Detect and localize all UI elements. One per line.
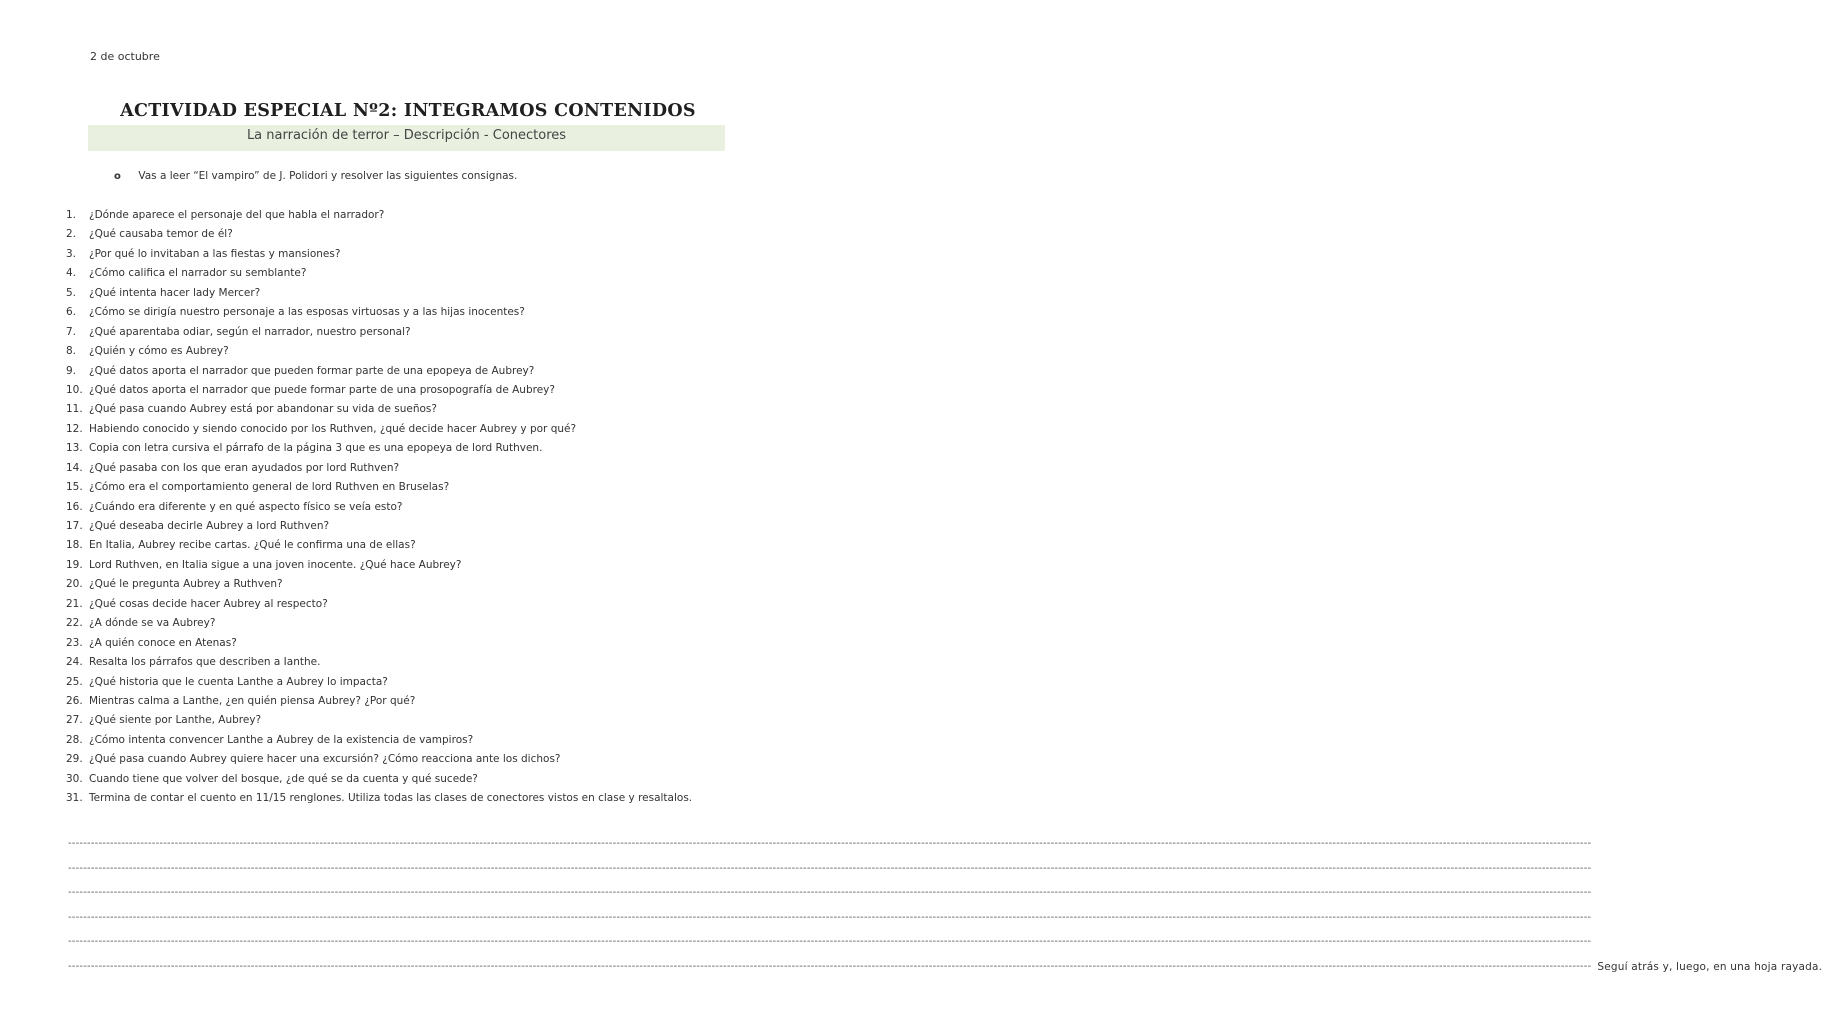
question-text: ¿Por qué lo invitaban a las fiestas y mansiones? [89,247,341,260]
question-number: 24. [66,656,83,669]
answer-line: ---------------------------------------------------------------------------------------------------------------------------------------------------------------------------------------------------------------------------------------------------------------------------------------------------------------------------------------------------------------------------------------------------------------- [68,838,1592,849]
question-item [66,692,746,711]
question-text: ¿Qué pasa cuando Aubrey está por abandonar su vida de sueños? [89,403,437,416]
question-number: 11. [66,403,83,416]
question-text: ¿Qué deseaba decirle Aubrey a lord Ruthven? [89,520,330,532]
question-item [66,575,746,594]
answer-line: ---------------------------------------------------------------------------------------------------------------------------------------------------------------------------------------------------------------------------------------------------------------------------------------------------------------------------------------------------------------------------------------------------------------- [68,936,1592,947]
question-number: 29. [66,753,83,766]
question-item [66,342,746,361]
question-number: 17. [66,520,83,532]
question-item [66,556,746,575]
question-number: 26. [66,694,83,707]
question-item [66,245,746,264]
date-label: 2 de octubre [90,50,160,63]
question-text: ¿Qué causaba temor de él? [89,228,233,241]
question-item [66,711,746,730]
question-number: 13. [66,442,83,455]
question-number: 6. [66,306,77,319]
question-item [66,731,746,750]
question-text: ¿Qué pasa cuando Aubrey quiere hacer una excursión? ¿Cómo reacciona ante los dichos? [89,753,561,766]
question-text: ¿Qué pasaba con los que eran ayudados por lord Ruthven? [89,461,400,474]
question-number: 23. [66,636,83,649]
intro-text: Vas a leer “El vampiro” de J. Polidori y resolver las siguientes consignas. [138,170,518,182]
question-number: 2. [66,228,77,241]
question-text: ¿Qué historia que le cuenta Lanthe a Aubrey lo impacta? [89,675,388,688]
subtitle-banner: La narración de terror – Descripción - Conectores [88,125,725,151]
question-item [66,595,746,614]
question-text: ¿Qué aparentaba odiar, según el narrador, nuestro personal? [89,325,411,338]
question-item [66,770,746,789]
question-text: ¿Qué le pregunta Aubrey a Ruthven? [89,578,283,591]
question-item [66,323,746,342]
question-text: Copia con letra cursiva el párrafo de la página 3 que es una epopeya de lord Ruthven. [89,442,543,455]
question-number: 31. [66,792,83,805]
question-number: 12. [66,422,83,435]
question-text: ¿Qué intenta hacer lady Mercer? [89,286,261,299]
answer-line-dashes: ---------------------------------------------------------------------------------------------------------------------------------------------------------------------------------------------------------------------------------------------------------------------------------------------------------------------------------------------------------------------------------------------------------------- [68,960,1592,972]
question-list [66,206,746,809]
question-number: 16. [66,500,83,513]
question-number: 28. [66,733,83,746]
question-text: Habiendo conocido y siendo conocido por los Ruthven, ¿qué decide hacer Aubrey y por qué? [89,422,577,435]
question-number: 8. [66,345,77,358]
question-text: Resalta los párrafos que describen a Ianthe. [89,656,321,669]
continue-note: Seguí atrás y, luego, en una hoja rayada. [1597,960,1822,973]
question-item [66,517,746,536]
question-item [66,653,746,672]
question-text: En Italia, Aubrey recibe cartas. ¿Qué le confirma una de ellas? [89,539,416,552]
question-item [66,225,746,244]
question-item [66,750,746,769]
question-item [66,614,746,633]
question-item [66,478,746,497]
question-item [66,634,746,653]
question-item [66,303,746,322]
question-number: 4. [66,267,77,280]
question-item [66,284,746,303]
question-item [66,439,746,458]
question-item [66,673,746,692]
bullet-icon: o [114,171,121,182]
question-item [66,400,746,419]
answer-lines [68,832,1822,979]
question-text: ¿Qué siente por Lanthe, Aubrey? [89,714,262,727]
question-number: 3. [66,247,77,260]
question-number: 19. [66,558,83,571]
question-number: 27. [66,714,83,727]
question-number: 18. [66,539,83,552]
question-item [66,420,746,439]
question-item [66,381,746,400]
answer-line: ---------------------------------------------------------------------------------------------------------------------------------------------------------------------------------------------------------------------------------------------------------------------------------------------------------------------------------------------------------------------------------------------------------------- [68,862,1592,874]
question-number: 14. [66,461,83,474]
answer-line: ---------------------------------------------------------------------------------------------------------------------------------------------------------------------------------------------------------------------------------------------------------------------------------------------------------------------------------------------------------------------------------------------------------------- [68,887,1592,898]
question-item [66,789,746,808]
question-text: ¿Dónde aparece el personaje del que habla el narrador? [89,209,385,221]
question-number: 25. [66,675,83,688]
question-item [66,206,746,225]
question-text: ¿Qué cosas decide hacer Aubrey al respecto? [89,597,328,610]
question-number: 7. [66,325,77,338]
question-text: ¿Cómo era el comportamiento general de lord Ruthven en Bruselas? [89,481,450,494]
question-number: 30. [66,772,83,785]
question-text: Termina de contar el cuento en 11/15 renglones. Utiliza todas las clases de conectores vistos en clase y resaltalos. [89,792,693,805]
intro-instruction [114,170,517,182]
question-number: 20. [66,578,83,591]
question-number: 22. [66,617,83,630]
question-text: ¿Qué datos aporta el narrador que puede formar parte de una prosopografía de Aubrey? [89,383,555,396]
question-text: ¿A quién conoce en Atenas? [89,636,237,649]
question-number: 10. [66,383,83,396]
answer-line [68,955,1822,980]
question-number: 15. [66,481,83,494]
question-text: ¿A dónde se va Aubrey? [89,617,216,630]
question-text: Cuando tiene que volver del bosque, ¿de qué se da cuenta y qué sucede? [89,772,478,785]
question-text: ¿Cuándo era diferente y en qué aspecto físico se veía esto? [89,500,403,513]
question-text: ¿Cómo se dirigía nuestro personaje a las esposas virtuosas y a las hijas inocentes? [89,306,525,319]
question-item [66,362,746,381]
question-number: 1. [66,209,77,221]
question-text: ¿Cómo califica el narrador su semblante? [89,267,307,280]
question-item [66,536,746,555]
question-text: Lord Ruthven, en Italia sigue a una joven inocente. ¿Qué hace Aubrey? [89,558,462,571]
question-item [66,264,746,283]
question-number: 21. [66,597,83,610]
question-text: ¿Cómo intenta convencer Lanthe a Aubrey de la existencia de vampiros? [89,733,474,746]
question-number: 5. [66,286,77,299]
question-item [66,459,746,478]
question-text: Mientras calma a Lanthe, ¿en quién piensa Aubrey? ¿Por qué? [89,694,416,707]
question-item [66,498,746,517]
question-number: 9. [66,364,77,377]
page-title: ACTIVIDAD ESPECIAL Nº2: INTEGRAMOS CONTENIDOS [120,101,696,121]
answer-line: ---------------------------------------------------------------------------------------------------------------------------------------------------------------------------------------------------------------------------------------------------------------------------------------------------------------------------------------------------------------------------------------------------------------- [68,911,1592,923]
question-text: ¿Quién y cómo es Aubrey? [89,345,229,358]
question-text: ¿Qué datos aporta el narrador que pueden formar parte de una epopeya de Aubrey? [89,364,535,377]
